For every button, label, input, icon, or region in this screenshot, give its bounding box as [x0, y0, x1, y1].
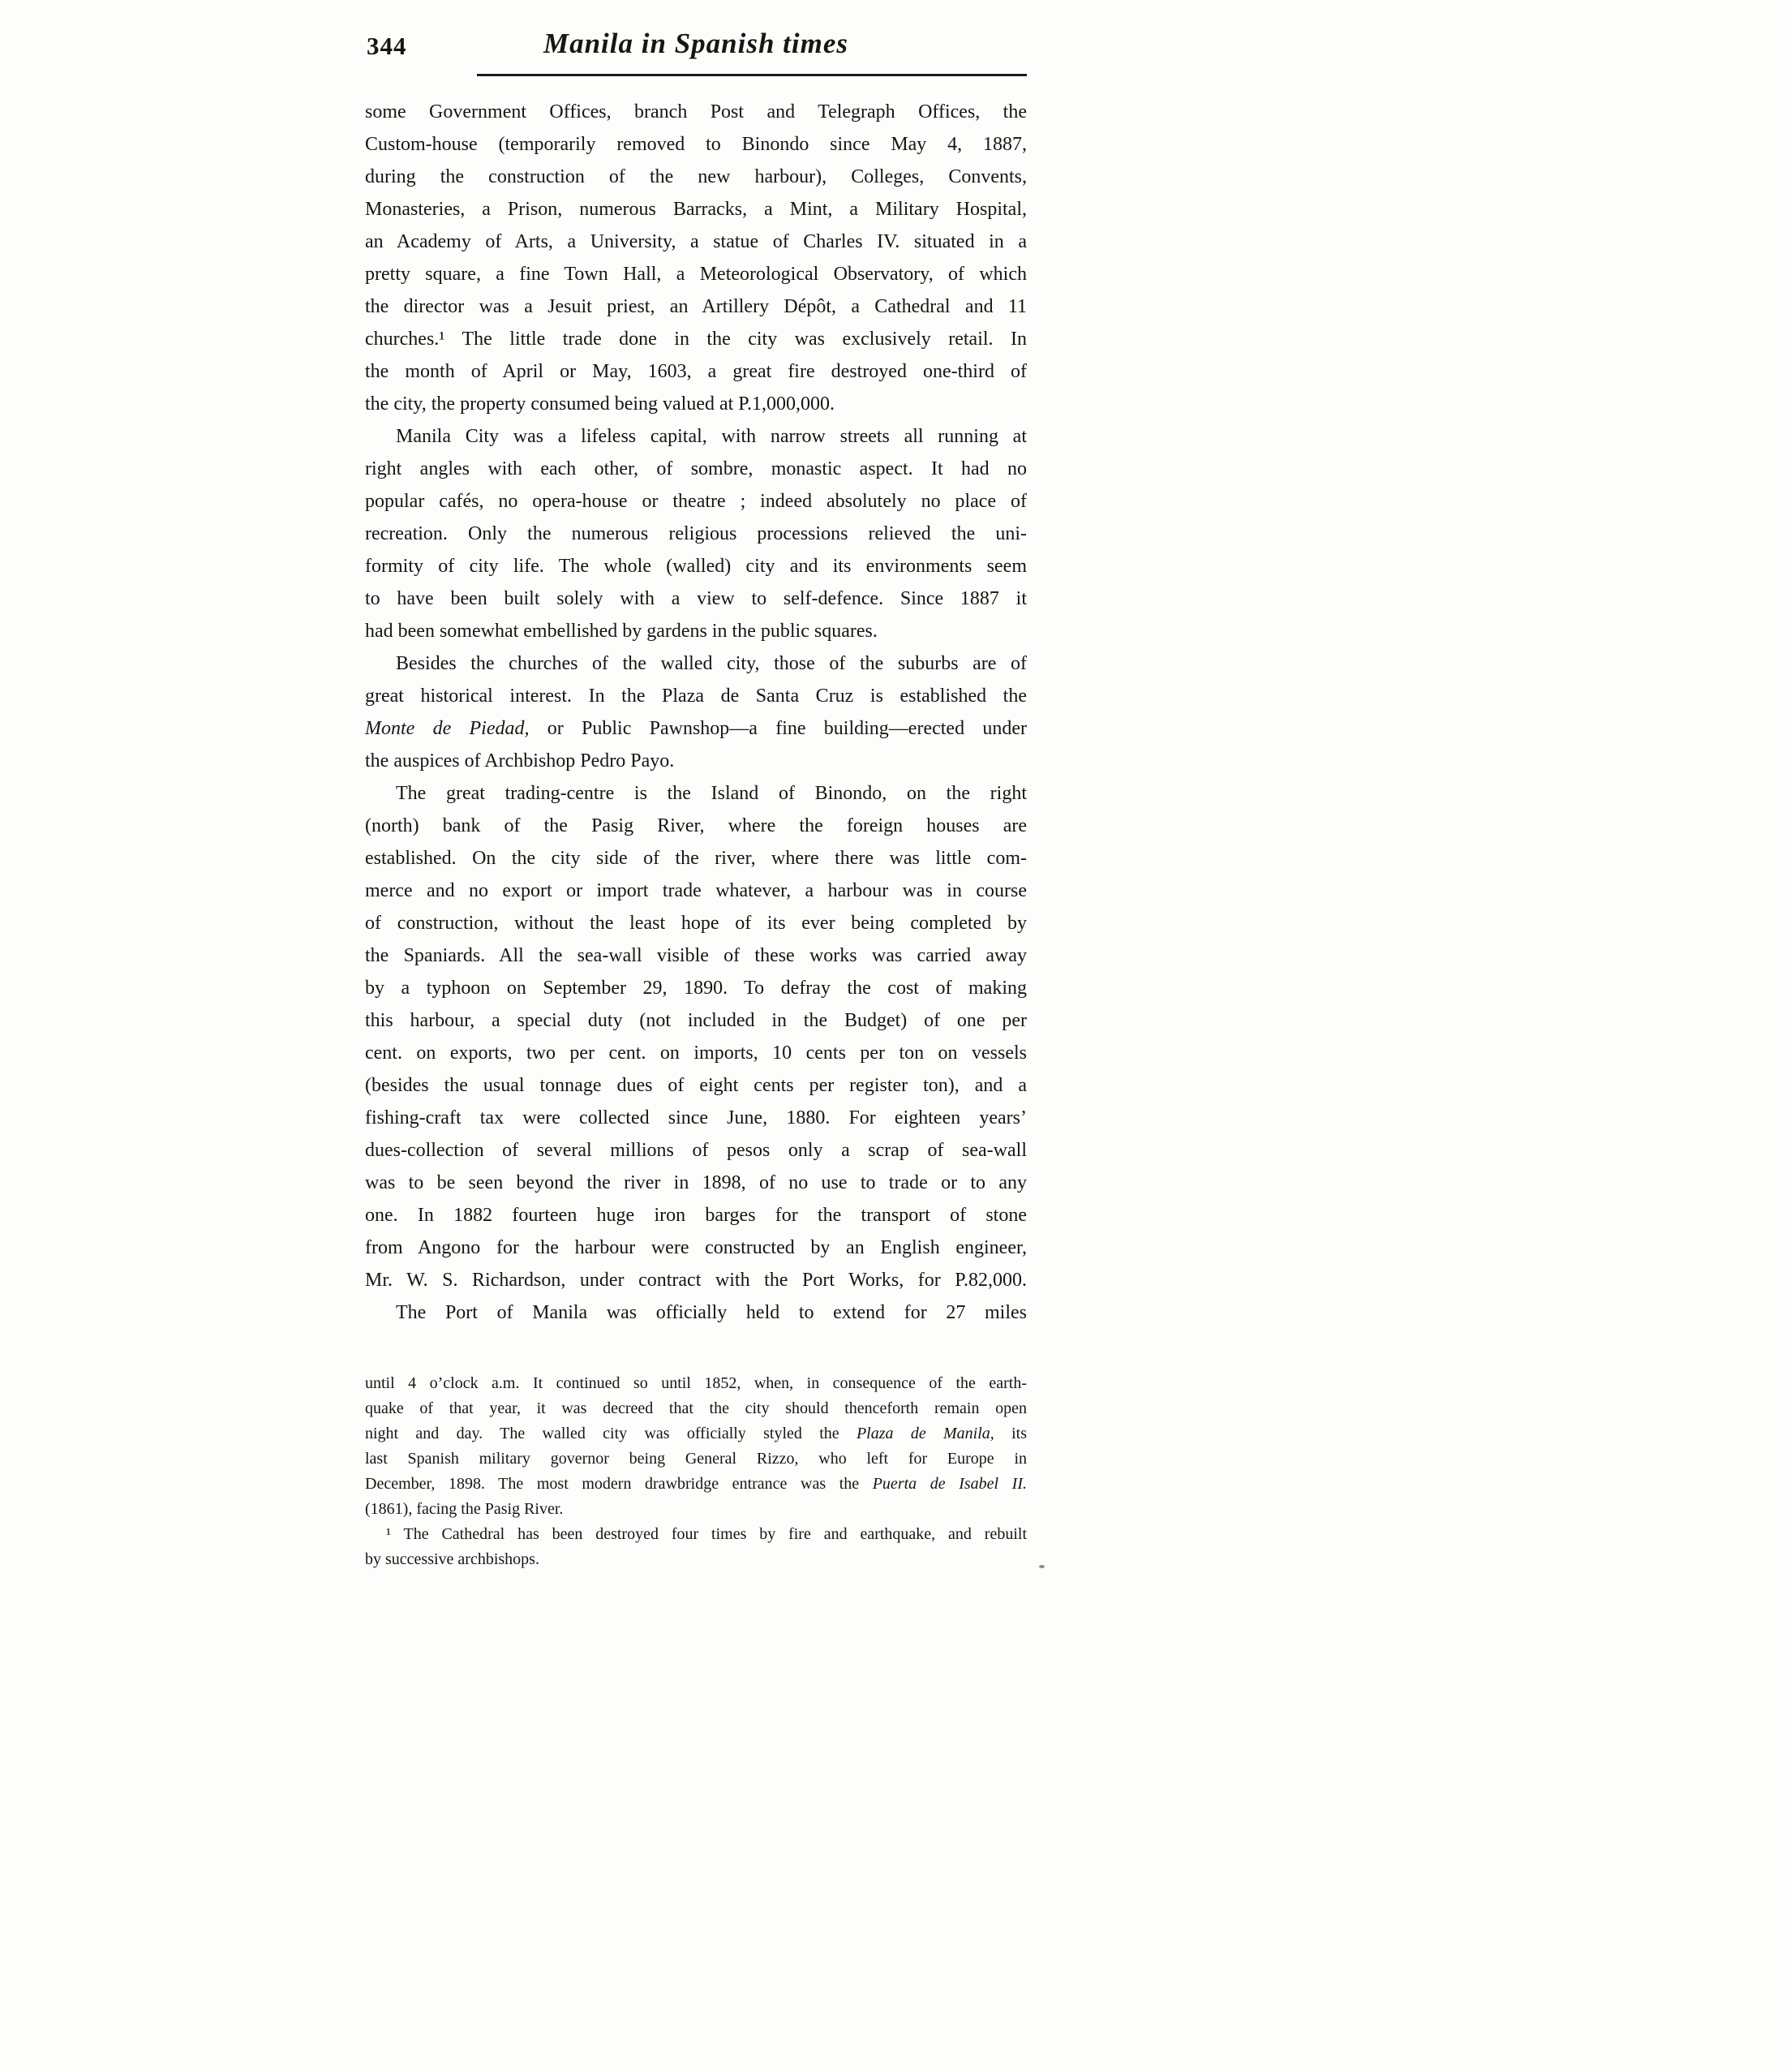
text-segment: by a typhoon on September 29, 1890. To defray the cost of making — [365, 978, 1027, 999]
text-line — [365, 615, 1027, 647]
text-segment: The great trading-centre is the Island of Binondo, on the right — [396, 783, 1027, 804]
text-segment: was to be seen beyond the river in 1898, of no use to trade or to any — [365, 1172, 1027, 1193]
text-segment: dues-collection of several millions of pesos only a scrap of sea-wall — [365, 1140, 1027, 1161]
text-segment: cent. on exports, two per cent. on imports, 10 cents per ton on vessels — [365, 1042, 1027, 1064]
text-segment: churches.¹ The little trade done in the city was exclusively retail. In — [365, 329, 1027, 350]
text-line — [365, 680, 1027, 712]
paragraph — [365, 1522, 1027, 1572]
paragraph — [365, 777, 1027, 1296]
text-segment: Mr. W. S. Richardson, under contract with the Port Works, for P.82,000. — [365, 1270, 1027, 1291]
text-line — [365, 550, 1027, 582]
text-segment: some Government Offices, branch Post and Telegraph Offices, the — [365, 101, 1027, 123]
text-line — [365, 1069, 1027, 1102]
text-line — [365, 712, 1027, 745]
paragraph — [365, 96, 1027, 420]
text-segment: by successive archbishops. — [365, 1550, 539, 1568]
text-segment: Besides the churches of the walled city, those of the suburbs are of — [396, 653, 1027, 674]
text-segment: the director was a Jesuit priest, an Artillery Dépôt, a Cathedral and 11 — [365, 296, 1027, 317]
page-header — [365, 28, 1027, 67]
text-segment: right angles with each other, of sombre, monastic aspect. It had no — [365, 458, 1027, 479]
text-line — [365, 1134, 1027, 1167]
text-line — [365, 745, 1027, 777]
text-line — [365, 1522, 1027, 1547]
text-line — [365, 323, 1027, 355]
text-segment: to have been built solely with a view to self-defence. Since 1887 it — [365, 588, 1027, 609]
text-segment: great historical interest. In the Plaza de Santa Cruz is established the — [365, 686, 1027, 707]
text-line — [365, 485, 1027, 518]
scan-artifact-speck — [1039, 1565, 1045, 1568]
text-line — [365, 1232, 1027, 1264]
text-line — [365, 453, 1027, 485]
text-line — [365, 647, 1027, 680]
text-segment: quake of that year, it was decreed that the city should thenceforth remain open — [365, 1399, 1027, 1417]
text-segment: Manila City was a lifeless capital, with narrow streets all running at — [396, 426, 1027, 447]
text-line — [365, 1497, 1027, 1522]
text-line — [365, 842, 1027, 875]
text-line — [365, 96, 1027, 128]
page-number: 344 — [367, 32, 407, 60]
text-line — [365, 1371, 1027, 1396]
paragraph — [365, 420, 1027, 647]
text-line — [365, 1547, 1027, 1572]
paragraph — [365, 647, 1027, 777]
text-line — [365, 777, 1027, 810]
text-line — [365, 907, 1027, 939]
text-segment: night and day. The walled city was officially styled the — [365, 1425, 857, 1442]
text-line — [365, 1199, 1027, 1232]
text-segment: December, 1898. The most modern drawbridge entrance was the — [365, 1475, 873, 1493]
text-line — [365, 355, 1027, 388]
text-segment: the city, the property consumed being valued at P.1,000,000. — [365, 393, 835, 415]
text-segment: or Public Pawnshop—a fine building—erected under — [529, 718, 1027, 739]
text-segment: during the construction of the new harbour), Colleges, Convents, — [365, 166, 1027, 187]
text-line — [365, 582, 1027, 615]
text-line — [365, 1004, 1027, 1037]
italic-text: Monte de Piedad, — [365, 718, 530, 739]
text-line — [365, 161, 1027, 193]
text-segment: formity of city life. The whole (walled) city and its environments seem — [365, 556, 1027, 577]
text-segment: an Academy of Arts, a University, a statue of Charles IV. situated in a — [365, 231, 1027, 252]
text-segment: Monasteries, a Prison, numerous Barracks, a Mint, a Military Hospital, — [365, 199, 1027, 220]
text-segment: fishing-craft tax were collected since June, 1880. For eighteen years’ — [365, 1107, 1027, 1128]
text-segment: from Angono for the harbour were constructed by an English engineer, — [365, 1237, 1027, 1258]
text-line — [365, 193, 1027, 226]
text-segment: (1861), facing the Pasig River. — [365, 1500, 564, 1518]
text-segment: The Port of Manila was officially held to extend for 27 miles — [396, 1302, 1027, 1323]
text-line — [365, 972, 1027, 1004]
footnotes — [365, 1371, 1027, 1572]
text-line — [365, 810, 1027, 842]
header-rule — [477, 74, 1027, 76]
text-line — [365, 128, 1027, 161]
text-line — [365, 1264, 1027, 1296]
italic-text: Puerta de Isabel II. — [872, 1475, 1027, 1493]
body-text — [365, 96, 1027, 1329]
text-segment: merce and no export or import trade whatever, a harbour was in course — [365, 880, 1027, 901]
text-segment: popular cafés, no opera-house or theatre ; indeed absolutely no place of — [365, 491, 1027, 512]
text-segment: the month of April or May, 1603, a great fire destroyed one-third of — [365, 361, 1027, 382]
text-line — [365, 1296, 1027, 1329]
text-segment: (besides the usual tonnage dues of eight cents per register ton), and a — [365, 1075, 1027, 1096]
text-line — [365, 420, 1027, 453]
text-segment: pretty square, a fine Town Hall, a Meteorological Observatory, of which — [365, 264, 1027, 285]
text-line — [365, 875, 1027, 907]
text-line — [365, 290, 1027, 323]
text-segment: recreation. Only the numerous religious processions relieved the uni- — [365, 523, 1027, 544]
page-title: Manila in Spanish times — [543, 28, 849, 59]
text-segment: had been somewhat embellished by gardens in the public squares. — [365, 621, 878, 642]
text-line — [365, 1421, 1027, 1447]
text-line — [365, 1447, 1027, 1472]
text-segment: until 4 o’clock a.m. It continued so until 1852, when, in consequence of the earth- — [365, 1374, 1027, 1392]
text-line — [365, 939, 1027, 972]
text-segment: last Spanish military governor being General Rizzo, who left for Europe in — [365, 1450, 1027, 1468]
text-line — [365, 1472, 1027, 1497]
page-content — [365, 28, 1027, 1572]
text-line — [365, 518, 1027, 550]
text-segment: of construction, without the least hope of its ever being completed by — [365, 913, 1027, 934]
text-line — [365, 1396, 1027, 1421]
text-segment: this harbour, a special duty (not included in the Budget) of one per — [365, 1010, 1027, 1031]
text-line — [365, 1167, 1027, 1199]
text-line — [365, 1037, 1027, 1069]
text-line — [365, 1102, 1027, 1134]
text-segment: the Spaniards. All the sea-wall visible of these works was carried away — [365, 945, 1027, 966]
text-segment: Custom-house (temporarily removed to Binondo since May 4, 1887, — [365, 134, 1027, 155]
text-segment: ¹ The Cathedral has been destroyed four times by fire and earthquake, and rebuilt — [386, 1525, 1027, 1543]
text-line — [365, 258, 1027, 290]
text-segment: (north) bank of the Pasig River, where the foreign houses are — [365, 815, 1027, 836]
paragraph — [365, 1371, 1027, 1522]
text-line — [365, 388, 1027, 420]
text-segment: established. On the city side of the river, where there was little com- — [365, 848, 1027, 869]
text-segment: the auspices of Archbishop Pedro Payo. — [365, 750, 675, 772]
paragraph — [365, 1296, 1027, 1329]
text-segment: one. In 1882 fourteen huge iron barges for the transport of stone — [365, 1205, 1027, 1226]
italic-text: Plaza de Manila, — [856, 1425, 994, 1442]
text-line — [365, 226, 1027, 258]
text-segment: its — [994, 1425, 1027, 1442]
